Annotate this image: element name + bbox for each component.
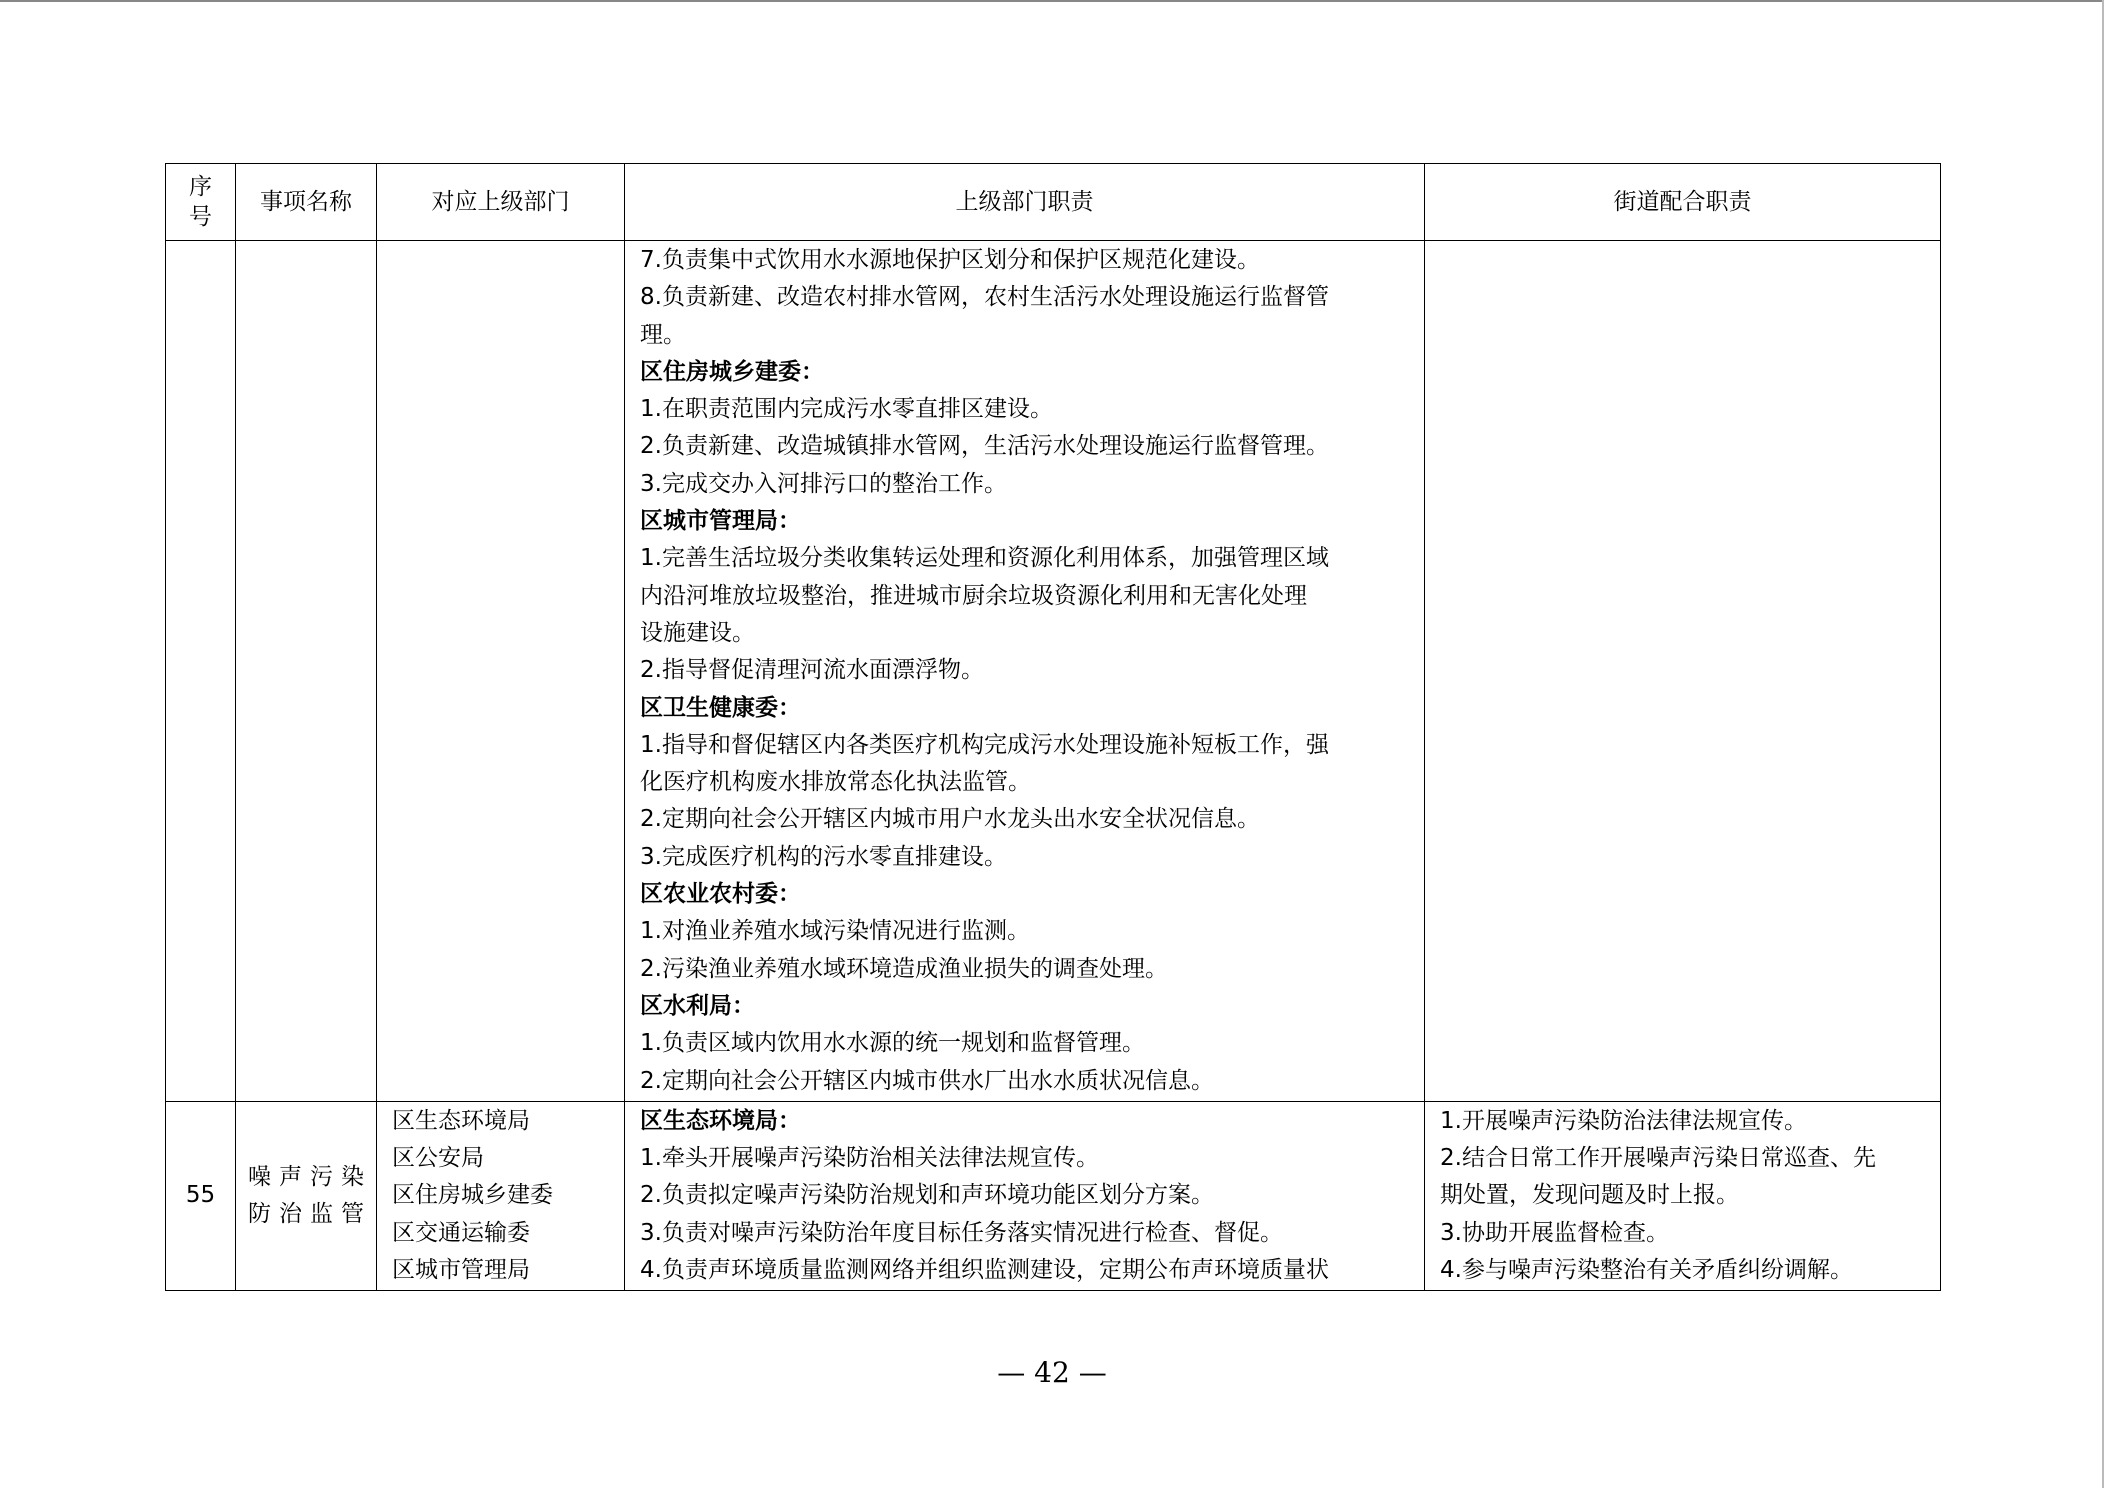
row-55-street bbox=[1425, 1101, 1941, 1290]
table-row-55 bbox=[166, 1101, 1941, 1290]
duty-line: 3.完成交办入河排污口的整治工作。 bbox=[640, 470, 1007, 497]
duty-line: 理。 bbox=[640, 321, 686, 348]
row-55-seq: 55 bbox=[166, 1101, 236, 1290]
duty-line: 内沿河堆放垃圾整治，推进城市厨余垃圾资源化利用和无害化处理 bbox=[640, 582, 1307, 609]
duty-line: 4.负责声环境质量监测网络并组织监测建设，定期公布声环境质量状 bbox=[640, 1257, 1329, 1284]
duty-line: 2.定期向社会公开辖区内城市用户水龙头出水安全状况信息。 bbox=[640, 806, 1260, 833]
cell-name-empty bbox=[236, 241, 377, 1102]
street-duty-line: 2.结合日常工作开展噪声污染日常巡查、先 bbox=[1440, 1145, 1876, 1172]
duty-line: 2.负责拟定噪声污染防治规划和声环境功能区划分方案。 bbox=[640, 1182, 1214, 1209]
department-heading: 区生态环境局： bbox=[640, 1107, 801, 1134]
header-seq-line-2: 号 bbox=[189, 204, 212, 230]
dept-item: 区城市管理局 bbox=[392, 1257, 530, 1284]
page-top-edge bbox=[0, 0, 2103, 2]
cell-duties-continued bbox=[625, 241, 1425, 1102]
header-seq bbox=[166, 164, 236, 241]
row-55-depts bbox=[377, 1101, 625, 1290]
duty-line: 1.在职责范围内完成污水零直排区建设。 bbox=[640, 396, 1053, 423]
street-duty-line: 期处置，发现问题及时上报。 bbox=[1440, 1182, 1739, 1209]
cell-street-empty bbox=[1425, 241, 1941, 1102]
duty-line: 2.指导督促清理河流水面漂浮物。 bbox=[640, 657, 984, 684]
duty-line: 1.完善生活垃圾分类收集转运处理和资源化利用体系，加强管理区域 bbox=[640, 545, 1329, 572]
department-heading: 区城市管理局： bbox=[640, 508, 801, 535]
row-55-duties bbox=[625, 1101, 1425, 1290]
duty-line: 1.牵头开展噪声污染防治相关法律法规宣传。 bbox=[640, 1145, 1099, 1172]
department-heading: 区农业农村委： bbox=[640, 881, 801, 908]
cell-dept-empty bbox=[377, 241, 625, 1102]
duty-line: 7.负责集中式饮用水水源地保护区划分和保护区规范化建设。 bbox=[640, 247, 1260, 273]
header-dept: 对应上级部门 bbox=[377, 164, 625, 241]
dept-item: 区公安局 bbox=[392, 1145, 484, 1172]
table-header-row bbox=[166, 164, 1941, 241]
duty-line: 3.完成医疗机构的污水零直排建设。 bbox=[640, 843, 1007, 870]
street-duty-line: 1.开展噪声污染防治法律法规宣传。 bbox=[1440, 1107, 1807, 1134]
cell-seq-empty bbox=[166, 241, 236, 1102]
duty-line: 1.负责区域内饮用水水源的统一规划和监督管理。 bbox=[640, 1030, 1145, 1057]
row-55-item-name bbox=[236, 1101, 377, 1290]
department-heading: 区水利局： bbox=[640, 992, 755, 1019]
street-duty-line: 4.参与噪声污染整治有关矛盾纠纷调解。 bbox=[1440, 1257, 1853, 1284]
duty-lines bbox=[626, 1103, 1423, 1289]
dept-item: 区住房城乡建委 bbox=[392, 1182, 553, 1209]
duty-lines bbox=[626, 242, 1423, 1100]
duty-line: 2.定期向社会公开辖区内城市供水厂出水水质状况信息。 bbox=[640, 1067, 1214, 1094]
department-heading: 区卫生健康委： bbox=[640, 694, 801, 721]
table-row-continued bbox=[166, 241, 1941, 1102]
duty-line: 3.负责对噪声污染防治年度目标任务落实情况进行检查、督促。 bbox=[640, 1219, 1283, 1246]
dept-item: 区生态环境局 bbox=[392, 1107, 530, 1134]
duty-table bbox=[165, 163, 1941, 1291]
header-duties: 上级部门职责 bbox=[625, 164, 1425, 241]
duty-line: 1.指导和督促辖区内各类医疗机构完成污水处理设施补短板工作，强 bbox=[640, 731, 1329, 758]
header-street: 街道配合职责 bbox=[1425, 164, 1941, 241]
department-heading: 区住房城乡建委： bbox=[640, 358, 824, 385]
item-name-line-2: 防治监管 bbox=[248, 1201, 364, 1228]
header-seq-line-1: 序 bbox=[189, 174, 212, 200]
street-duty-line: 3.协助开展监督检查。 bbox=[1440, 1219, 1669, 1246]
header-item-name: 事项名称 bbox=[236, 164, 377, 241]
duty-line: 化医疗机构废水排放常态化执法监管。 bbox=[640, 769, 1031, 796]
item-name-line-1: 噪声污染 bbox=[248, 1163, 364, 1190]
duty-line: 2.负责新建、改造城镇排水管网，生活污水处理设施运行监督管理。 bbox=[640, 433, 1329, 460]
duty-line: 设施建设。 bbox=[640, 619, 755, 646]
duty-line: 8.负责新建、改造农村排水管网，农村生活污水处理设施运行监督管 bbox=[640, 284, 1329, 311]
duty-line: 2.污染渔业养殖水域环境造成渔业损失的调查处理。 bbox=[640, 955, 1168, 982]
duty-line: 1.对渔业养殖水域污染情况进行监测。 bbox=[640, 918, 1030, 945]
dept-item: 区交通运输委 bbox=[392, 1219, 530, 1246]
page-number: — 42 — bbox=[997, 1356, 1107, 1389]
